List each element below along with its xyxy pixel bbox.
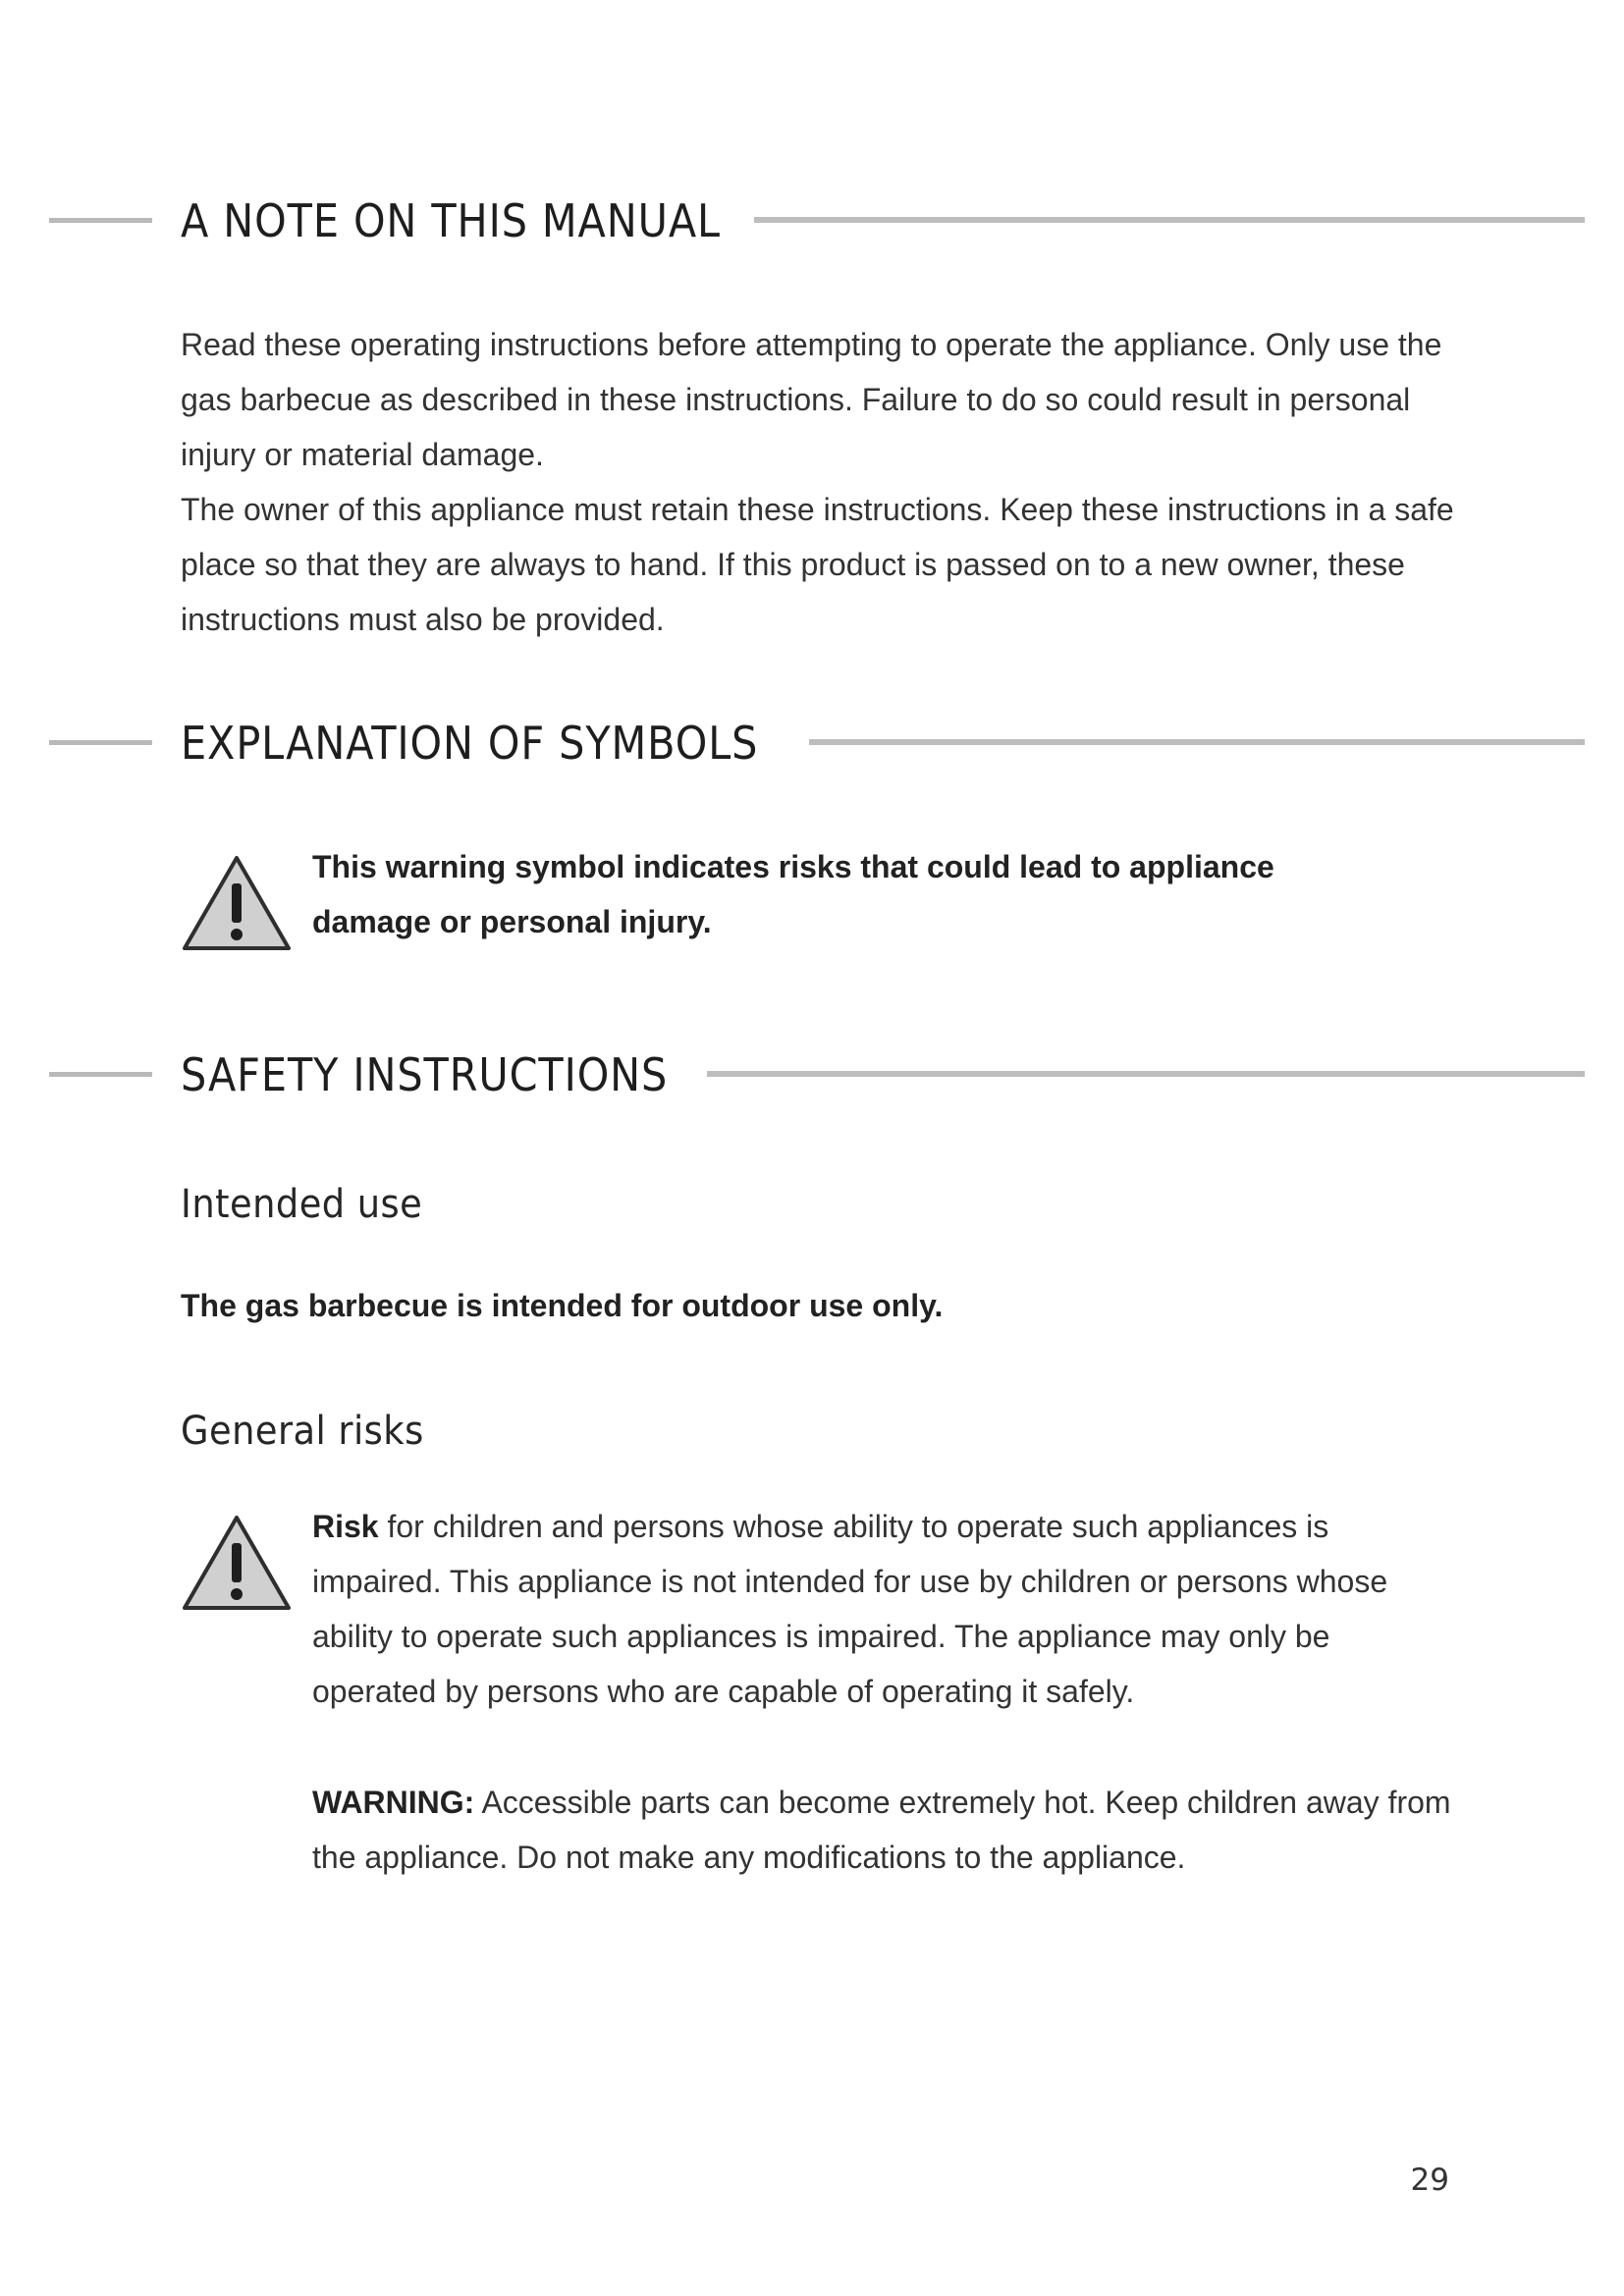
risk-paragraph — [312, 1499, 1461, 1719]
heading-rule-left — [49, 218, 152, 223]
risk-text: for children and persons whose ability to operate such appliances is impaired. This appliance is not intended for use by children or persons whose ability to operate such appliances is impaired. The appliance may only be operated by persons who are capable of operating it safely. — [312, 1509, 1388, 1709]
heading-rule-right — [754, 217, 1585, 223]
note-body — [181, 317, 1457, 647]
warning-paragraph — [312, 1775, 1461, 1885]
section-header-note — [0, 191, 1624, 250]
warning-label: WARNING: — [312, 1785, 475, 1820]
warning-triangle-icon — [181, 1514, 293, 1612]
warning-triangle-icon — [181, 854, 293, 952]
warning-text: Accessible parts can become extremely hot. Keep children away from the appliance. Do not make any modifications to the appliance. — [312, 1785, 1451, 1875]
heading-rule-left — [49, 740, 152, 745]
page-number: 29 — [1410, 2163, 1449, 2198]
heading-explanation-of-symbols: EXPLANATION OF SYMBOLS — [181, 717, 759, 770]
heading-rule-right — [707, 1071, 1585, 1077]
note-paragraph-1: Read these operating instructions before attempting to operate the appliance. Only use the gas barbecue as described in these instructions. Failure to do so could result in personal injury or material damage. — [181, 327, 1442, 472]
section-header-safety — [0, 1045, 1624, 1104]
heading-safety-instructions: SAFETY INSTRUCTIONS — [181, 1048, 669, 1101]
intended-use-statement: The gas barbecue is intended for outdoor use only. — [181, 1288, 944, 1323]
heading-note-on-manual: A NOTE ON THIS MANUAL — [181, 194, 722, 247]
subheading-general-risks: General risks — [181, 1409, 424, 1454]
subheading-intended-use: Intended use — [181, 1182, 423, 1227]
heading-rule-left — [49, 1072, 152, 1077]
symbol-warning-text: This warning symbol indicates risks that could lead to appliance damage or personal injury. — [312, 849, 1274, 939]
note-paragraph-2: The owner of this appliance must retain these instructions. Keep these instructions in a safe place so that they are always to hand. If this product is passed on to a new owner, these instructions must also be provided. — [181, 492, 1454, 637]
heading-rule-right — [809, 739, 1585, 745]
risk-label: Risk — [312, 1509, 379, 1544]
section-header-symbols — [0, 714, 1624, 773]
